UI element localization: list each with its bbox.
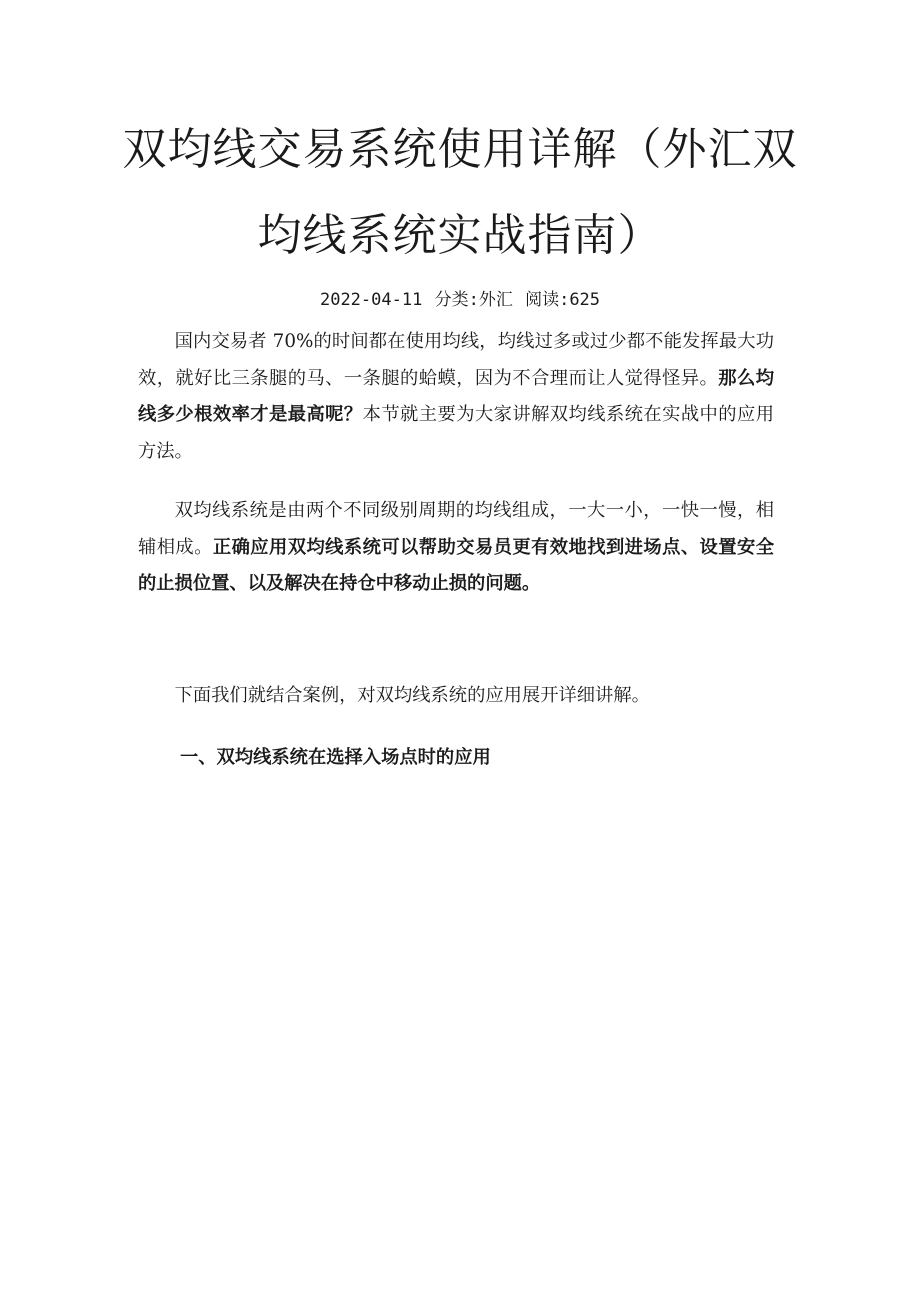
document-title-line-1: 双均线交易系统使用详解（外汇双 [122,124,798,175]
read-count: 阅读:625 [525,290,601,310]
paragraph-2 [138,493,774,603]
paragraph-2-text-a: 双均线系统是由两个不同级别周期的均线组成，一大一小，一快一慢，相辅相成。 [138,500,774,558]
category-label: 分类:外汇 [434,290,513,310]
document-title-line-2: 均线系统实战指南） [257,210,663,261]
paragraph-1-bold-question: 那么均线多少根效率才是最高呢？ [138,367,774,425]
publish-date: 2022-04-11 [319,290,423,310]
paragraph-1-text-a: 国内交易者 70%的时间都在使用均线，均线过多或过少都不能发挥最大功效，就好比三条腿的马、一条腿的蛤蟆，因为不合理而让人觉得怪异。 [138,331,774,389]
paragraph-1 [138,324,774,470]
article-meta [60,289,860,311]
paragraph-3 [138,678,774,715]
paragraph-3-text: 下面我们就结合案例，对双均线系统的应用展开详细讲解。 [174,685,650,706]
section-heading: 一、双均线系统在选择入场点时的应用 [180,747,491,768]
paragraph-2-bold-statement: 正确应用双均线系统可以帮助交易员更有效地找到进场点、设置安全的止损位置、以及解决在持仓中移动止损的问题。 [138,536,774,594]
paragraph-1-text-b: 本节就主要为大家讲解双均线系统在实战中的应用方法。 [138,404,774,462]
